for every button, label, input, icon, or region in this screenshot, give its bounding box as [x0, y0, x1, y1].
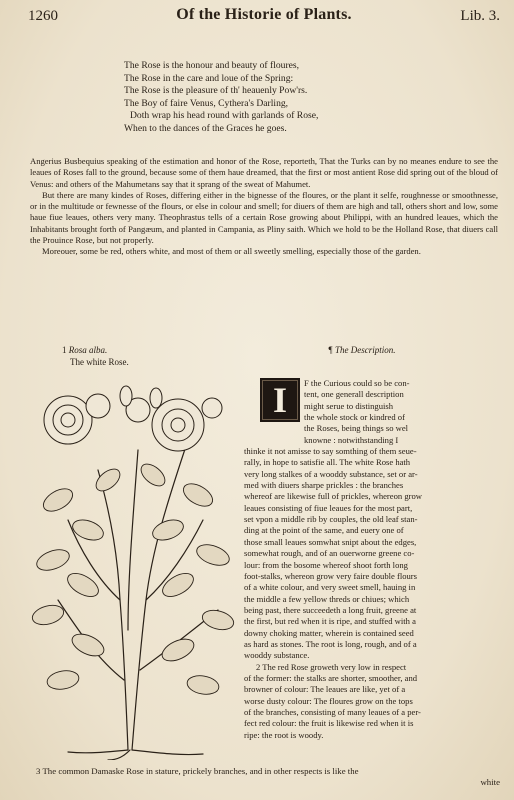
description-line: ding at the point of the same, and euery one of: [244, 525, 404, 536]
poem-line: The Boy of faire Venus, Cythera's Darling,: [124, 97, 289, 109]
figure-number: 1: [62, 345, 67, 355]
figure-latin-name: Rosa alba.: [68, 345, 108, 355]
poem-line: Doth wrap his head round with garlands of Rose,: [130, 110, 319, 122]
figure-caption: [62, 344, 129, 368]
prose-paragraph: Moreouer, some be red, others white, and most of them or all sweetly smelling, especially those of the garden.: [42, 246, 421, 257]
bottom-text: [36, 766, 500, 789]
description-line: of the former: the stalks are shorter, smoother, and: [244, 672, 418, 683]
white-rose-woodcut: [28, 380, 238, 760]
prose-paragraph: But there are many kindes of Roses, differing either in the bignesse of the floures, or the plant it selfe, roughnesse or smoothnesse, or in the multitude or fewnesse of the flours, or else in colour and smell; for diuers of them are high and tall, others short and low, some haue fiue leaues, others very many. Theophrastus tells of a certain Rose growing about Philippi, with an hundred leaues, which the Inhabitants brought forth of Pangæum, and planted in Campania, as Pliny saith. Which we hold to be the Holland Rose, that diuers call the Prouince Rose, but not properly.: [30, 189, 498, 246]
description-line: somewhat rough, and of an ouerworne greene co-: [244, 548, 415, 559]
description-line: foot-stalks, whereon grow very faire double flours: [244, 570, 418, 581]
description-line: downy choking matter, wherein is contained seed: [244, 627, 414, 638]
decorated-initial: I: [260, 378, 300, 422]
description-line: might serue to distinguish: [304, 400, 394, 411]
poem-line: The Rose is the pleasure of th' heauenly Pow'rs.: [124, 85, 308, 97]
poem-line: When to the dances of the Graces he goes.: [124, 122, 287, 134]
page-number: 1260: [28, 8, 58, 24]
catchword: white: [480, 777, 500, 788]
description-line: browner of colour: The leaues are like, yet of a: [244, 684, 406, 695]
description-line: the Roses, being things so wel: [304, 423, 409, 434]
description-line: those small leaues somwhat snipt about the edges,: [244, 536, 417, 547]
description-line: of the branches, consisting of many leaues of a per-: [244, 706, 421, 717]
description-line: worse dusty colour: The floures grow on the tops: [244, 695, 413, 706]
description-line: knowne : notwithstanding I: [304, 434, 399, 445]
prose-paragraph: Angerius Busbequius speaking of the estimation and honor of the Rose, reporteth, That the Turks can by no meanes endure to see the leaues of Roses fall to the ground, because some of them haue dreamed, that the first or most antient Rose did spring out of the bloud of Venus: and others of the Mahumetans say that it sprang of the sweat of Mahumet.: [30, 156, 498, 189]
book-number: Lib. 3.: [460, 8, 500, 24]
figure-english-name: The white Rose.: [70, 357, 129, 367]
description-line: wooddy substance.: [244, 650, 310, 661]
description-line: F the Curious could so be con-: [304, 378, 410, 388]
description-line: being past, there succeedeth a long fruit, greene at: [244, 604, 417, 615]
description-line: 2 The red Rose groweth very low in respect: [256, 661, 407, 672]
description-line: thinke it not amisse to say somthing of them seue-: [244, 446, 417, 457]
description-line: whereof are likewise full of prickles, whereon grow: [244, 491, 423, 502]
description-text: [244, 378, 490, 741]
description-line: set vpon a middle rib by couples, the old leaf stan-: [244, 514, 418, 525]
description-line: leaues consisting of fiue leaues for the most part,: [244, 502, 413, 513]
running-title: Of the Historie of Plants.: [176, 6, 352, 23]
description-line: the middle a few yellow threds or chiues; which: [244, 593, 410, 604]
description-line: as hard as stones. The root is long, rough, and of a: [244, 638, 417, 649]
description-line: the whole stock or kindred of: [304, 412, 405, 423]
description-line: rally, in hope to satisfie all. The white Rose hath: [244, 457, 411, 468]
poem-line: The Rose is the honour and beauty of floures,: [124, 60, 300, 71]
prose-block: [30, 156, 498, 258]
description-line: tent, one generall description: [304, 389, 404, 400]
poem-block: [124, 60, 454, 136]
poem-line: The Rose in the care and loue of the Spring:: [124, 72, 294, 84]
description-line: of a white colour, and very sweet smell, hauing in: [244, 582, 416, 593]
running-header: [28, 6, 500, 28]
bottom-line: 3 The common Damaske Rose in stature, prickely branches, and in other respects is like the: [36, 766, 359, 776]
description-heading: ¶ The Description.: [328, 345, 396, 355]
description-line: very long stalkes of a wooddy substance, set or ar-: [244, 468, 418, 479]
description-line: fect red colour: the fruit is likewise red when it is: [244, 718, 414, 729]
description-line: med with diuers sharpe prickles : the branches: [244, 480, 404, 491]
description-line: the first, but red when it is ripe, and stuffed with a: [244, 616, 416, 627]
description-line: lour: from the bosome whereof shoot forth long: [244, 559, 408, 570]
description-line: ripe: the root is woody.: [244, 729, 324, 740]
